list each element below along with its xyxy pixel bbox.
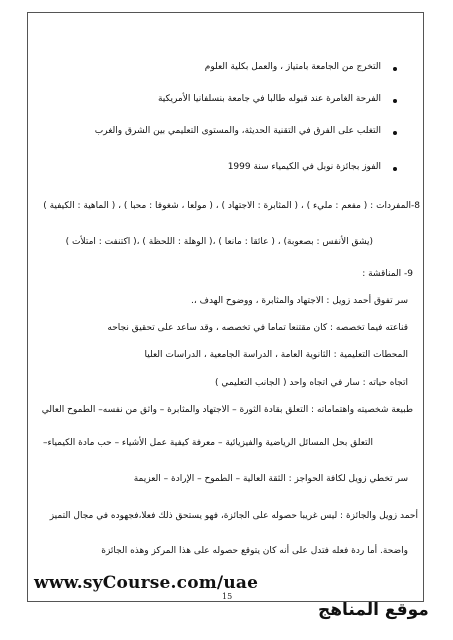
site-name: موقع المناهج — [318, 600, 429, 620]
bullet-icon — [393, 99, 397, 103]
vocab-line-2: (يشق الأنفس : بصعوبة) ، ( عائقا : مانعا ) ،( الوهلة : اللحظة ) ،( اكتنفت : امتلأت ) — [65, 237, 373, 247]
bullet-icon — [393, 67, 397, 71]
discussion-item: سر تخطي زويل لكافة الحواجز : الثقة العالية – الطموح – الإرادة – العزيمة — [133, 474, 408, 484]
discussion-item: قناعته فيما تخصصه : كان مقتنعا تماما في تخصصه ، وقد ساعد على تحقيق نجاحه — [107, 323, 408, 333]
bullet-icon — [393, 167, 397, 171]
achievement-item: الفرحة الغامرة عند قبوله طالبا في جامعة بنسلفانيا الأمريكية — [157, 94, 381, 104]
discussion-item: المحطات التعليمية : الثانوية العامة ، الدراسة الجامعية ، الدراسات العليا — [144, 350, 408, 360]
achievement-item: التخرج من الجامعة بامتياز ، والعمل بكلية العلوم — [204, 62, 381, 72]
discussion-item: أحمد زويل والجائزة : ليس غريبا حصوله على الجائزة، فهو يستحق ذلك فعلا،فجهوده في مجال التميز — [49, 511, 418, 521]
discussion-item: واضحة. أما ردة فعله فتدل على أنه كان يتوقع حصوله على هذا المركز وهذه الجائزة — [101, 546, 408, 556]
achievement-item: التغلب على الفرق في التقنية الحديثة، والمستوى التعليمي بين الشرق والغرب — [94, 126, 381, 136]
discussion-item: طبيعة شخصيته واهتماماته : التعلق بقادة الثورة – الاجتهاد والمثابرة – واثق من نفسه– الطموح العالي — [41, 405, 413, 415]
discussion-item: التعلق بحل المسائل الرياضية والفيزيائية – معرفة كيفية عمل الأشياء – حب مادة الكيمياء– — [42, 438, 373, 448]
discussion-heading: 9- المناقشة : — [362, 269, 413, 279]
discussion-item: اتجاه حياته : سار في اتجاه واحد ( الجانب التعليمي ) — [215, 378, 408, 388]
discussion-item: سر تفوق أحمد زويل : الاجتهاد والمثابرة ، ووضوح الهدف ،. — [191, 296, 408, 306]
bullet-icon — [393, 131, 397, 135]
achievement-item: الفوز بجائزة نوبل في الكيمياء سنة 1999 — [227, 162, 381, 172]
vocab-line-1: 8-المفردات : ( مفعم : مليء ) ، ( المثابرة : الاجتهاد ) ، ( مولعا ، شغوفا : محبا ) ، ( الماهية : الكيفية ) — [43, 201, 420, 211]
page-number: 15 — [222, 592, 233, 601]
website-url[interactable]: www.syCourse.com/uae — [34, 573, 259, 593]
